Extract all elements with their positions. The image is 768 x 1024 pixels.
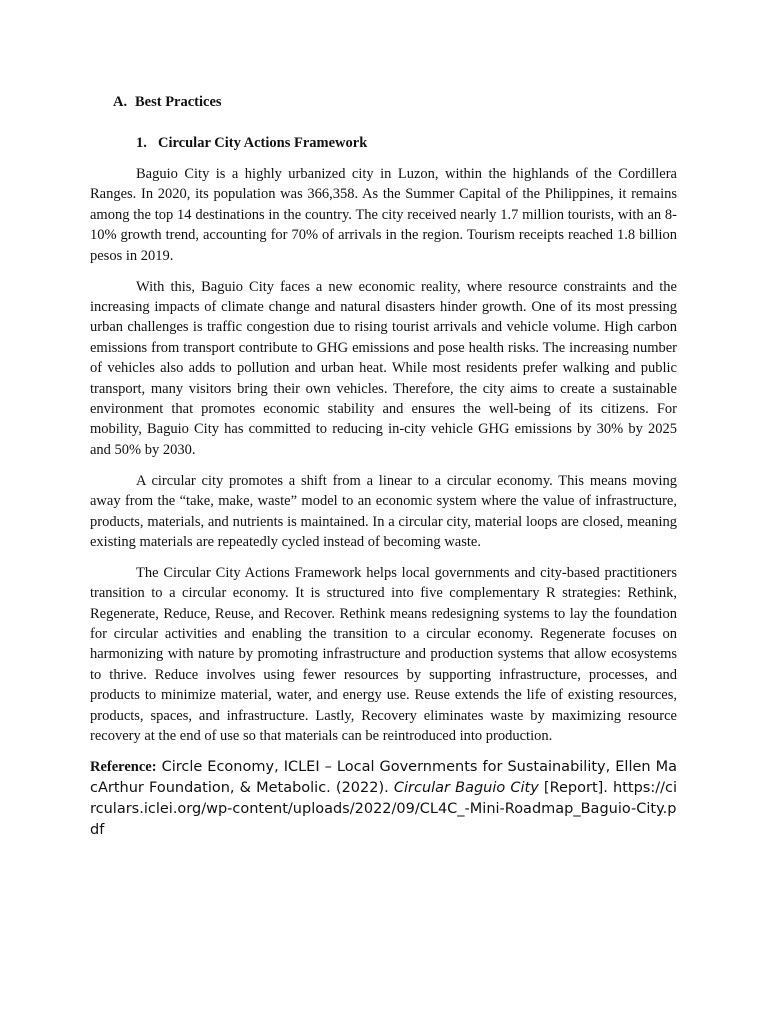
reference xyxy=(90,757,677,841)
paragraph-framework: The Circular City Actions Framework helps local governments and city-based practitioners transition to a circular economy. It is structured into five complementary R strategies: Rethink, Regenerate, Reduce, Reuse, and Recover. Rethink means redesigning systems to lay the foundation for circular activities and enabling the transition to a circular economy. Regenerate focuses on harmonizing with nature by promoting infrastructure and production systems that allow ecosystems to thrive. Reduce involves using fewer resources by supporting infrastructure, processes, and products to minimize material, water, and energy use. Reuse extends the life of existing resources, products, spaces, and infrastructure. Lastly, Recovery eliminates waste by maximizing resource recovery at the end of use so that materials can be reintroduced into production. xyxy=(90,564,677,745)
section-title: Best Practices xyxy=(135,94,222,110)
section-marker: A. xyxy=(113,94,128,110)
reference-label: Reference: xyxy=(90,758,157,775)
reference-url: https://circulars.iclei.org/wp-content/uploads/2022/09/CL4C_-Mini-Roadmap_Baguio-City.pdf xyxy=(90,779,677,838)
reference-authors: Circle Economy, ICLEI – Local Governments for Sustainability, Ellen MacArthur Foundation, & Metabolic. (2022). xyxy=(90,758,677,796)
subsection-marker: 1. xyxy=(136,135,147,151)
paragraph-challenges: With this, Baguio City faces a new economic reality, where resource constraints and the increasing impacts of climate change and natural disasters hinder growth. One of its most pressing urban challenges is traffic congestion due to rising tourist arrivals and vehicle volume. High carbon emissions from transport contribute to GHG emissions and pose health risks. The increasing number of vehicles also adds to pollution and urban heat. While most residents prefer walking and public transport, many visitors bring their own vehicles. Therefore, the city aims to create a sustainable environment that promotes economic stability and ensures the well-being of its citizens. For mobility, Baguio City has committed to reducing in-city vehicle GHG emissions by 30% by 2025 and 50% by 2030. xyxy=(90,278,677,458)
reference-title: Circular Baguio City xyxy=(393,779,539,796)
reference-type: [Report]. xyxy=(538,779,614,796)
body-text xyxy=(90,164,677,841)
paragraph-intro: Baguio City is a highly urbanized city in Luzon, within the highlands of the Cordillera Ranges. In 2020, its population was 366,358. As the Summer Capital of the Philippines, it remains among the top 14 destinations in the country. The city received nearly 1.7 million tourists, with an 8-10% growth trend, accounting for 70% of arrivals in the region. Tourism receipts reached 1.8 billion pesos in 2019. xyxy=(90,166,677,264)
section-heading xyxy=(113,92,222,112)
subsection-title: Circular City Actions Framework xyxy=(158,135,368,151)
subsection-heading xyxy=(136,133,367,153)
paragraph-circular-city: A circular city promotes a shift from a linear to a circular economy. This means moving away from the “take, make, waste” model to an economic system where the value of infrastructure, products, materials, and nutrients is maintained. In a circular city, material loops are closed, meaning existing materials are repeatedly cycled instead of becoming waste. xyxy=(90,472,677,550)
